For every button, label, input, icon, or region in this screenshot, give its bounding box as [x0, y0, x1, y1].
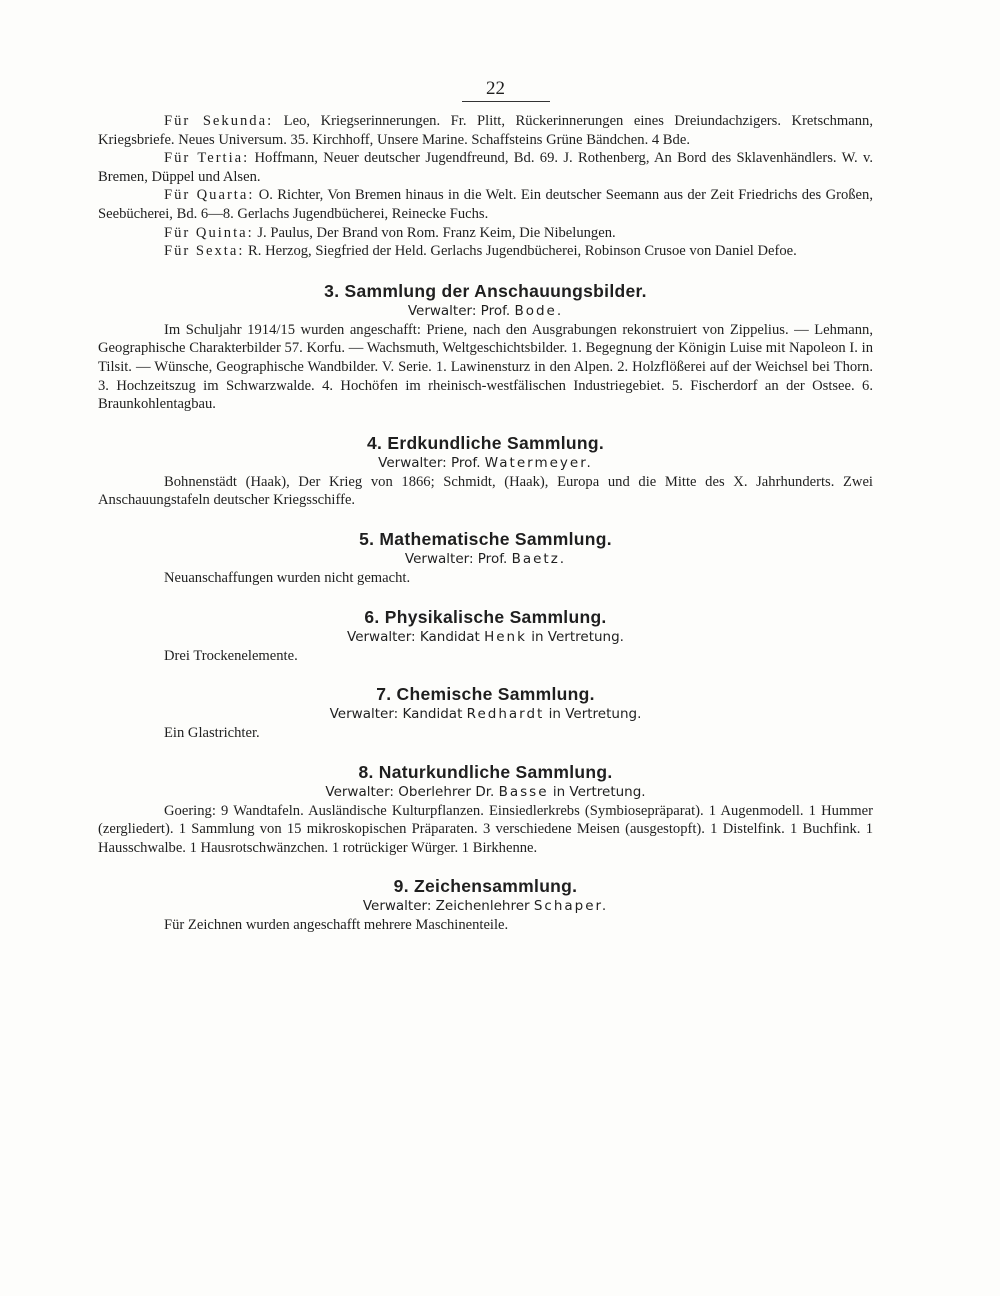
section-9-body: Für Zeichnen wurden angeschafft mehrere Maschinenteile. — [164, 917, 509, 934]
class-label-sekunda: Für Sekunda: — [164, 113, 274, 129]
class-label-quarta: Für Quarta: — [164, 187, 255, 204]
page-number: 22 — [486, 78, 505, 99]
section-3-body: Im Schuljahr 1914/15 wurden angeschafft: Priene, nach den Ausgrabungen rekonstruiert von Zippelius. — Lehmann, Geographische Charakterbilder 57. Korfu. — Wachsmuth, Weltgeschichtsbilder. 1. Begegnung der Königin Luise mit Napoleon I. in Tilsit. — Wünsche, Geographische Wandbilder. V. Serie. 1. Lawinensturz in den Alpen. 2. Holzflößerei auf der Weichsel bei Thorn. 3. Hochzeitszug im Schwarzwalde. 4. Hochöfen im rheinisch-westfälischen Industriegebiet. 5. Fischerdorf an der Ostsee. 6. Braunkohlentagbau. — [98, 321, 873, 413]
section-7-verwalter — [98, 705, 873, 724]
section-9-title: 9. Zeichensammlung. — [393, 876, 578, 897]
verwalter-name: Henk — [484, 628, 527, 645]
section-5-title: 5. Mathematische Sammlung. — [359, 528, 612, 549]
verwalter-prefix: Verwalter: Prof. — [404, 550, 512, 567]
class-label-quinta: Für Quinta: — [164, 224, 254, 241]
section-5-verwalter — [98, 550, 873, 569]
class-label-tertia: Für Tertia: — [164, 150, 250, 167]
verwalter-prefix: Verwalter: Prof. — [407, 302, 515, 319]
verwalter-name: Watermeyer. — [484, 454, 593, 471]
verwalter-prefix: Verwalter: Oberlehrer Dr. — [325, 783, 499, 800]
reading-list-sekunda — [98, 112, 873, 149]
verwalter-prefix: Verwalter: Prof. — [378, 454, 485, 471]
verwalter-suffix: in Vertretung. — [544, 706, 642, 723]
section-4 — [98, 433, 873, 510]
section-6 — [98, 607, 873, 666]
reading-list-quinta — [98, 224, 873, 243]
verwalter-name: Baetz. — [511, 550, 567, 567]
verwalter-name: Basse — [498, 783, 549, 800]
reading-text-tertia: Hoffmann, Neuer deutscher Jugendfreund, Bd. 69. J. Rothenberg, An Bord des Sklavenhändlers. W. v. Bremen, Düppel und Alsen. — [98, 150, 873, 185]
reading-list-tertia — [98, 149, 873, 186]
section-6-body: Drei Trockenelemente. — [164, 647, 298, 664]
verwalter-name: Redhardt — [466, 706, 545, 723]
verwalter-suffix: in Vertretung. — [548, 783, 646, 800]
section-3-title: 3. Sammlung der Anschauungsbilder. — [324, 280, 647, 301]
section-6-verwalter — [98, 628, 873, 647]
section-4-title: 4. Erdkundliche Sammlung. — [367, 432, 604, 453]
section-3 — [98, 281, 873, 414]
reading-text-quinta: J. Paulus, Der Brand von Rom. Franz Keim, Die Nibelungen. — [253, 224, 616, 241]
section-3-verwalter — [98, 302, 873, 321]
class-label-sexta: Für Sexta: — [164, 243, 245, 260]
section-9-verwalter — [98, 897, 873, 916]
page-number-rule — [462, 101, 550, 102]
verwalter-name: Schaper. — [533, 898, 609, 915]
document-page — [98, 78, 873, 935]
reading-list-quarta — [98, 186, 873, 223]
section-8 — [98, 762, 873, 858]
reading-list — [98, 112, 873, 261]
section-4-verwalter — [98, 454, 873, 473]
verwalter-suffix: in Vertretung. — [526, 628, 624, 645]
section-8-verwalter — [98, 783, 873, 802]
section-6-title: 6. Physikalische Sammlung. — [364, 606, 607, 627]
section-7-title: 7. Chemische Sammlung. — [376, 684, 595, 705]
section-5-body: Neuanschaffungen wurden nicht gemacht. — [164, 569, 411, 586]
section-7 — [98, 684, 873, 743]
reading-text-sekunda: Leo, Kriegserinnerungen. Fr. Plitt, Rückerinnerungen eines Dreiundachzigers. Kretschmann, Kriegsbriefe. Neues Universum. 35. Kirchhoff, Unsere Marine. Schaffsteins Grüne Bändchen. 4 Bde. — [98, 113, 873, 148]
reading-text-sexta: R. Herzog, Siegfried der Held. Gerlachs Jugendbücherei, Robinson Crusoe von Daniel Defoe. — [244, 243, 797, 260]
section-8-title: 8. Naturkundliche Sammlung. — [358, 761, 613, 782]
section-9 — [98, 876, 873, 935]
section-5 — [98, 529, 873, 588]
verwalter-prefix: Verwalter: Zeichenlehrer — [362, 898, 534, 915]
reading-list-sexta — [98, 242, 873, 261]
verwalter-prefix: Verwalter: Kandidat — [347, 628, 485, 645]
reading-text-quarta: O. Richter, Von Bremen hinaus in die Welt. Ein deutscher Seemann aus der Zeit Friedrichs des Großen, Seebücherei, Bd. 6—8. Gerlachs Jugendbücherei, Reinecke Fuchs. — [98, 187, 873, 222]
verwalter-prefix: Verwalter: Kandidat — [329, 706, 467, 723]
section-8-body: Goering: 9 Wandtafeln. Ausländische Kulturpflanzen. Einsiedlerkrebs (Symbiosepräparat). 1 Augenmodell. 1 Hummer (zergliedert). 1 Sammlung von 15 mikroskopischen Präparaten. 3 verschiedene Meisen (ausgestopft). 1 Distelfink. 1 Buchfink. 1 Hausschwalbe. 1 Hausrotschwänzchen. 1 rotrückiger Würger. 1 Birkhenne. — [98, 802, 873, 856]
verwalter-name: Bode. — [514, 302, 564, 319]
section-4-body: Bohnenstädt (Haak), Der Krieg von 1866; Schmidt, (Haak), Europa und die Mitte des X. Jahrhunderts. Zwei Anschauungstafeln deutscher Kriegsschiffe. — [98, 473, 873, 509]
section-7-body: Ein Glastrichter. — [164, 725, 260, 742]
